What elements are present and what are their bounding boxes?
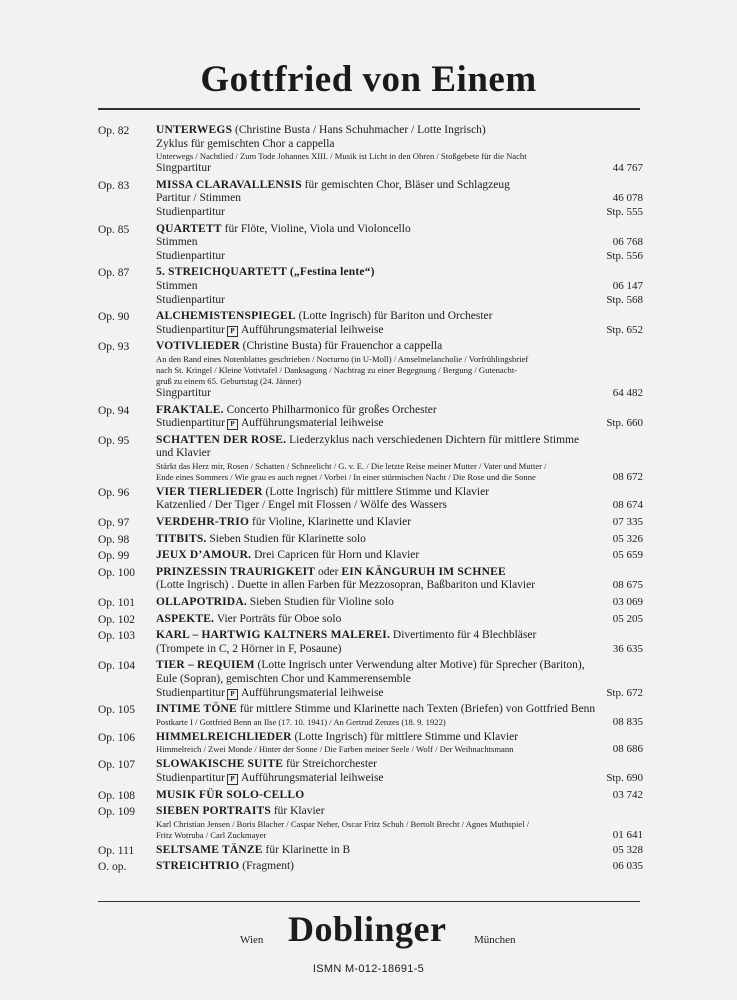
opus-number: Op. 103 [98,630,136,643]
work-entry [98,434,643,483]
work-title: EIN KÄNGURUH IM SCHNEE [341,565,506,578]
entry-line [156,516,643,530]
entry-line [156,376,643,387]
catalog-number: Stp. 690 [606,771,643,784]
catalog-number: 03 069 [612,596,643,609]
work-entry [98,533,643,547]
work-entry [98,629,643,656]
entry-line [156,717,643,728]
work-detail: Liederzyklus nach verschiedenen Dichtern für mittlere Stimme [286,433,580,446]
entry-line [156,280,643,294]
work-detail: Stimmen [156,236,198,249]
work-detail: (Lotte Ingrisch) für mittlere Stimme und Klavier [291,730,519,743]
work-title: PRINZESSIN TRAURIGKEIT [156,565,316,578]
work-entry [98,486,643,513]
entry-line [156,533,643,547]
catalog-number: Stp. 555 [606,205,643,218]
work-detail: Studienpartitur [156,205,225,218]
catalog-number: 03 742 [612,788,643,801]
work-entry [98,124,643,176]
rental-material-icon: P [227,326,238,337]
entry-line [156,461,643,472]
catalog-number: Stp. 660 [606,417,643,430]
work-title: SIEBEN PORTRAITS [156,805,271,818]
work-detail: Himmelreich / Zwei Monde / Hinter der Sonne / Die Farben meiner Seele / Wolf / Der Weihnachtsmann [156,744,514,755]
opus-number: Op. 87 [98,267,130,280]
work-title: SELTSAME TÄNZE [156,843,263,856]
opus-number: Op. 102 [98,613,136,626]
city-left: Wien [240,934,264,946]
work-detail: Sieben Studien für Klarinette solo [206,532,366,545]
catalog-number: 08 672 [612,470,643,483]
work-detail: Studienpartitur [156,249,225,262]
entry-line [156,860,643,874]
rental-material-icon: P [227,689,238,700]
entry-line [156,294,643,308]
catalog-number: 36 635 [612,642,643,655]
entry-line [156,310,643,324]
opus-number: Op. 93 [98,341,130,354]
work-detail: Drei Capricen für Horn und Klavier [251,549,420,562]
work-detail: für Violine, Klarinette und Klavier [249,516,412,529]
work-detail: (Lotte Ingrisch unter Verwendung alter Motive) für Sprecher (Bariton), [254,659,585,672]
catalog-number: Stp. 568 [606,293,643,306]
work-title: INTIME TÖNE [156,703,237,716]
opus-number: Op. 98 [98,533,130,546]
entry-line [156,434,643,448]
entry-line [156,789,643,803]
work-detail: Studienpartitur [156,323,225,336]
entry-line [156,223,643,237]
entry-line [156,805,643,819]
work-detail: An den Rand eines Notenblattes geschrieben / Nocturno (in U-Moll) / Amselmelancholie / Vorfrühlingsbrief [156,353,529,364]
work-detail: Aufführungsmaterial leihweise [241,771,384,784]
city-right: München [474,934,516,946]
work-detail: Stimmen [156,279,198,292]
opus-number: Op. 111 [98,844,135,857]
work-title: STREICHTRIO [156,860,240,873]
work-title: VERDEHR-TRIO [156,516,250,529]
work-detail: Vier Porträts für Oboe solo [214,612,342,625]
entry-line [156,643,643,657]
work-title: QUARTETT [156,222,222,235]
work-entry [98,860,643,874]
rental-material-icon: P [227,774,238,785]
work-entry [98,310,643,337]
work-detail: und Klavier [156,447,211,460]
work-detail: nach St. Kringel / Kleine Votivtafel / Danksagung / Nachtrag zu einer Begegnung / Bergung / Gutenacht- [156,364,518,375]
ismn-number: ISMN M-012-18691-5 [312,963,425,975]
work-detail: Aufführungsmaterial leihweise [241,323,384,336]
work-detail: (Lotte Ingrisch) . Duette in allen Farben für Mezzosopran, Baßbariton und Klavier [156,579,536,592]
work-detail: Aufführungsmaterial leihweise [241,417,384,430]
work-detail: für mittlere Stimme und Klarinette nach Texten (Briefen) von Gottfried Benn [236,703,596,716]
work-detail: Zyklus für gemischten Chor a cappella [156,137,335,150]
work-title: VOTIVLIEDER [156,340,240,353]
entry-line [156,673,643,687]
work-entry [98,613,643,627]
entry-line [156,472,643,483]
work-title: TITBITS. [156,532,207,545]
work-entry [98,731,643,756]
work-detail: (Lotte Ingrisch) für Bariton und Orchester [295,310,493,323]
entry-line [156,772,643,786]
work-title: ASPEKTE. [156,612,215,625]
catalog-number: 05 326 [612,532,643,545]
entry-line [156,162,643,176]
top-rule [98,108,640,110]
work-detail: Partitur / Stimmen [156,192,241,205]
work-detail: Ende eines Sommers / Wie grau es auch regnet / Vorbei / In einer stürmischen Nacht / Die Rose und die Sonne [156,471,536,482]
entry-line [156,566,643,580]
opus-number: Op. 96 [98,486,130,499]
work-entry [98,703,643,728]
entry-line [156,486,643,500]
entry-line [156,206,643,220]
entry-line [156,613,643,627]
work-detail: Eule (Sopran), gemischten Chor und Kammerensemble [156,673,411,685]
catalog-number: 01 641 [612,828,643,841]
entry-line [156,138,643,152]
work-title: SCHATTEN DER ROSE. [156,433,287,446]
work-detail: Postkarte I / Gottfried Benn an Ilse (17. 10. 1941) / An Gertrud Zenzes (18. 9. 1922) [156,716,446,727]
work-detail: für Flöte, Violine, Viola und Violoncello [221,222,411,235]
work-detail: Unterwegs / Nachtlied / Zum Tode Johannes XIII. / Musik ist Licht in den Ohren / Stoßgebete für die Nacht [156,151,527,162]
work-detail: Divertimento für 4 Blechbläser [390,629,537,642]
opus-number: Op. 100 [98,566,136,579]
work-detail: (Christine Busta / Hans Schuhmacher / Lotte Ingrisch) [232,124,486,136]
opus-number: Op. 106 [98,731,136,744]
catalog-number: 05 205 [612,612,643,625]
work-title: FRAKTALE. [156,403,224,416]
work-entry [98,566,643,593]
catalog-number: 64 482 [612,386,643,399]
work-title: VIER TIERLIEDER [156,485,263,498]
entry-line [156,417,643,431]
entry-line [156,499,643,513]
entry-line [156,236,643,250]
work-title: SLOWAKISCHE SUITE [156,758,284,771]
entry-line [156,819,643,830]
catalog-number: 05 328 [612,843,643,856]
opus-number: Op. 104 [98,660,136,673]
catalog-number: 06 035 [612,860,643,873]
work-title: KARL – HARTWIG KALTNERS MALEREI. [156,629,391,642]
work-detail: Fritz Wotruba / Carl Zuckmayer [156,829,267,840]
opus-number: Op. 94 [98,404,130,417]
work-detail: für Klarinette in B [262,843,351,856]
work-title: MISSA CLARAVALLENSIS [156,178,302,191]
work-entry [98,549,643,563]
work-title: TIER – REQUIEM [156,659,255,672]
work-entry [98,340,643,400]
work-detail: Sieben Studien für Violine solo [246,596,394,609]
opus-number: Op. 95 [98,434,130,447]
opus-number: Op. 101 [98,597,136,610]
opus-number: Op. 105 [98,704,136,717]
work-title: ALCHEMISTENSPIEGEL [156,310,296,323]
entry-line [156,124,643,138]
work-title: 5. STREICHQUARTETT („Festina lente“) [156,266,375,279]
work-detail: für Streichorchester [283,758,377,771]
catalog-number: 08 675 [612,579,643,592]
catalog-number: 06 147 [612,279,643,292]
opus-number: Op. 82 [98,125,130,137]
rental-material-icon: P [227,419,238,430]
opus-number: Op. 97 [98,517,130,530]
publisher-logo: Doblinger [288,909,447,949]
work-detail: Singpartitur [156,386,211,399]
entry-line [156,250,643,264]
entry-line [156,844,643,858]
work-detail: Studienpartitur [156,417,225,430]
work-entry [98,596,643,610]
entry-line [156,703,643,717]
catalog-number: 08 686 [612,743,643,756]
work-detail: Katzenlied / Der Tiger / Engel mit Flossen / Wölfe des Wassers [156,499,447,512]
work-detail: Studienpartitur [156,686,225,699]
entry-line [156,687,643,701]
opus-number: Op. 85 [98,223,130,236]
work-title: OLLAPOTRIDA. [156,596,247,609]
work-entry [98,223,643,264]
work-entry [98,404,643,431]
entry-line [156,404,643,418]
work-title: JEUX D’AMOUR. [156,549,252,562]
opus-number: Op. 83 [98,179,130,192]
work-detail: für Klavier [270,805,325,818]
work-entry [98,844,643,858]
entry-line [156,579,643,593]
entry-line [156,151,643,162]
work-title: MUSIK FÜR SOLO-CELLO [156,788,305,801]
opus-number: Op. 108 [98,789,136,802]
work-title: HIMMELREICHLIEDER [156,730,292,743]
entry-line [156,192,643,206]
opus-number: Op. 107 [98,759,136,772]
work-entry [98,516,643,530]
opus-number: O. op. [98,861,127,874]
work-detail: Singpartitur [156,162,211,175]
work-detail: (Lotte Ingrisch) für mittlere Stimme und Klavier [262,485,490,498]
entry-line [156,549,643,563]
entry-line [156,324,643,338]
opus-number: Op. 109 [98,806,136,819]
work-detail: Concerto Philharmonico für großes Orchester [223,403,437,416]
opus-number: Op. 90 [98,311,130,324]
entry-line [156,830,643,841]
catalog-number: 08 835 [612,715,643,728]
work-detail: (Christine Busta) für Frauenchor a cappella [239,340,443,353]
entry-line [156,629,643,643]
catalog-number: Stp. 556 [606,249,643,262]
composer-title: Gottfried von Einem [200,59,537,100]
entry-line [156,179,643,193]
work-entry [98,758,643,785]
catalog-number: 46 078 [612,192,643,205]
entry-line [156,659,643,673]
work-entry [98,179,643,220]
entry-line [156,596,643,610]
work-detail: oder [315,565,342,578]
work-detail: Karl Christian Jensen / Boris Blacher / Caspar Neher, Oscar Fritz Schuh / Bertolt Brecht / Agnes Muthspiel / [156,818,530,829]
catalog-number: 44 767 [612,162,643,175]
work-entry [98,805,643,841]
work-detail: (Trompete in C, 2 Hörner in F, Posaune) [156,642,342,655]
catalog-number: 08 674 [612,499,643,512]
catalog-number: 05 659 [612,549,643,562]
catalog-number: Stp. 672 [606,686,643,699]
work-detail: Stärkt das Herz mir, Rosen / Schatten / Schneelicht / G. v. E. / Die letzte Reise meiner Mutter / Vater und Mutter / [156,460,547,471]
entry-line [156,340,643,354]
catalog-number: 06 768 [612,236,643,249]
entry-line [156,266,643,280]
work-detail: (Fragment) [239,860,294,873]
work-entry [98,659,643,700]
entry-line [156,365,643,376]
work-detail: Studienpartitur [156,293,225,306]
entry-line [156,387,643,401]
entry-line [156,744,643,755]
work-detail: Studienpartitur [156,771,225,784]
work-title: UNTERWEGS [156,124,233,136]
work-detail: gruß zu einem 65. Geburtstag (24. Jänner) [156,375,302,386]
entry-line [156,447,643,461]
works-list [98,124,643,877]
opus-number: Op. 99 [98,550,130,563]
work-detail: Aufführungsmaterial leihweise [241,686,384,699]
work-detail: für gemischten Chor, Bläser und Schlagzeug [301,178,510,191]
work-entry [98,266,643,307]
entry-line [156,758,643,772]
entry-line [156,354,643,365]
catalog-number: 07 335 [612,516,643,529]
bottom-rule [98,901,640,902]
entry-line [156,731,643,745]
catalog-number: Stp. 652 [606,323,643,336]
work-entry [98,789,643,803]
